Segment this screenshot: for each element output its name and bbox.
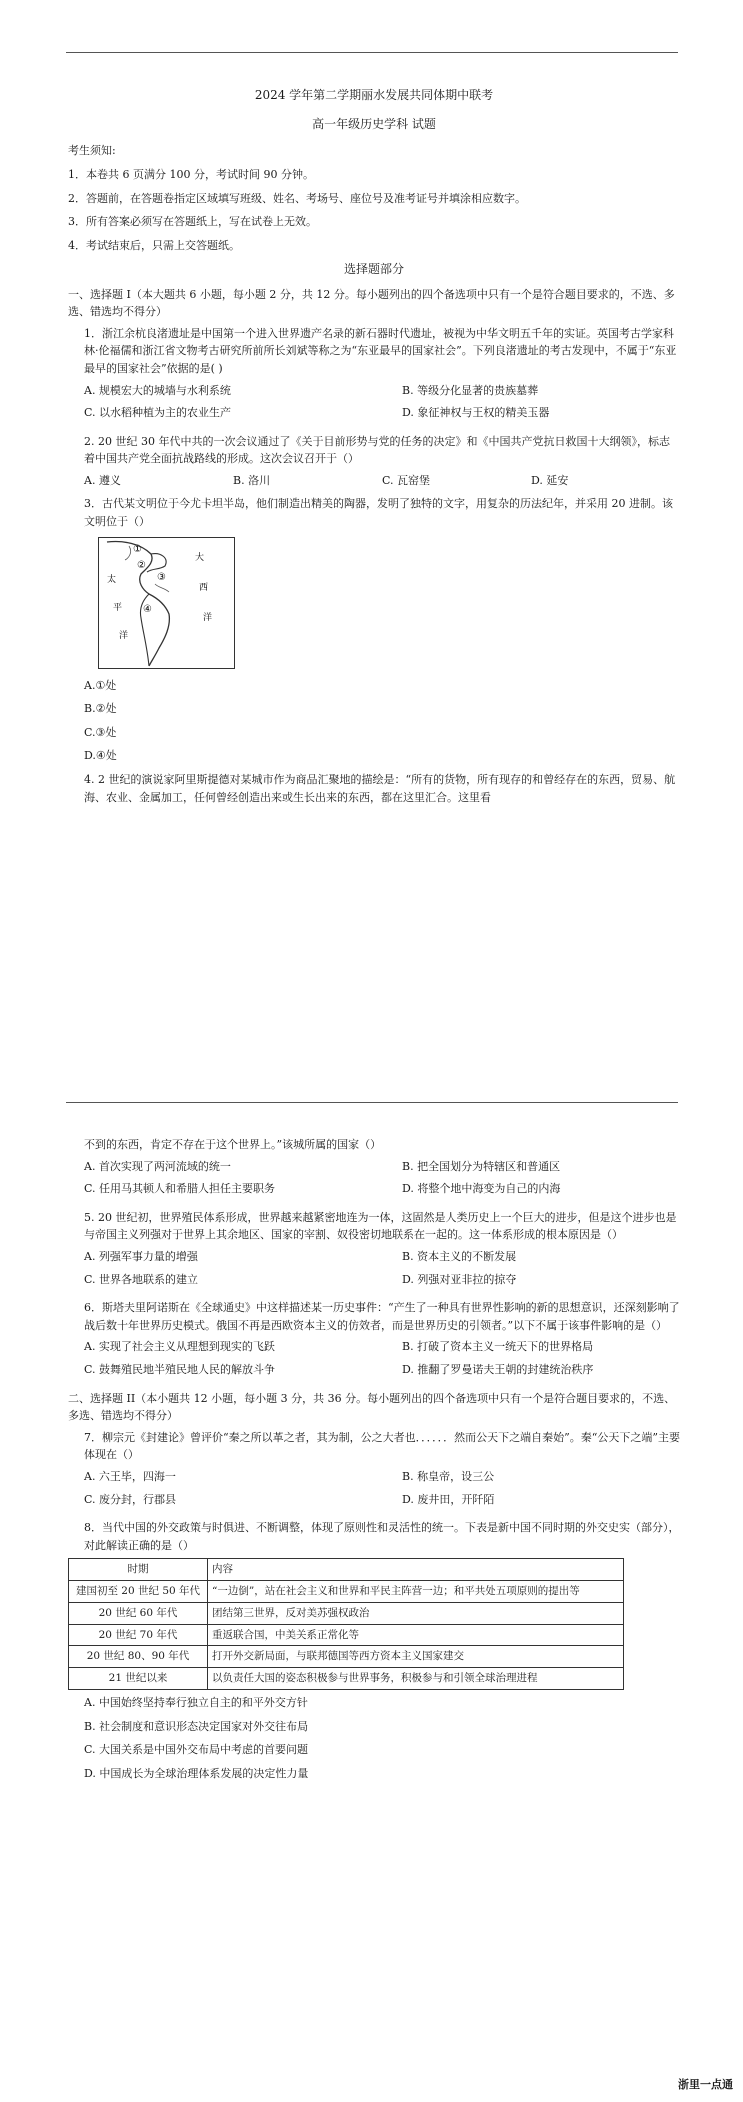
option-a: A.①处 — [84, 678, 117, 692]
option-d: D. 象征神权与王权的精美玉器 — [402, 406, 550, 420]
question-stem: 2. 20 世纪 30 年代中共的一次会议通过了《关于目前形势与党的任务的决定》和《中国共产党抗日救国十大纲领》，标志着中国共产党全面抗战路线的形成。这次会议召开于（） — [84, 434, 670, 466]
table-row — [69, 1668, 624, 1690]
table-cell-period: 20 世纪 80、90 年代 — [69, 1646, 208, 1668]
option-b: B. 等级分化显著的贵族墓葬 — [402, 383, 539, 397]
question-4-start — [68, 771, 680, 806]
map-label: 洋 — [119, 630, 129, 641]
option-b: B. 称皇帝，设三公 — [402, 1469, 495, 1483]
foreign-policy-table — [68, 1558, 624, 1690]
option-b: B. 洛川 — [233, 473, 271, 487]
map-label: 洋 — [203, 612, 213, 623]
question-stem: 7．柳宗元《封建论》曾评价“秦之所以革之者，其为制，公之大者也．．．．．．然而公天下之端自秦始”。秦“公天下之端”主要体现在（） — [84, 1430, 680, 1462]
map-marker: ④ — [143, 603, 152, 615]
table-cell-content: 打开外交新局面，与联邦德国等西方资本主义国家建交 — [208, 1646, 624, 1668]
option-c: C. 世界各地联系的建立 — [84, 1272, 199, 1286]
question-4-continued — [68, 1136, 680, 1203]
option-b: B. 打破了资本主义一统天下的世界格局 — [402, 1340, 594, 1354]
table-cell-period: 21 世纪以来 — [69, 1668, 208, 1690]
notice-item: 1．本卷共 6 页满分 100 分，考试时间 90 分钟。 — [68, 167, 314, 181]
option-b: B. 社会制度和意识形态决定国家对外交往布局 — [84, 1719, 309, 1733]
option-c: C. 瓦窑堡 — [382, 473, 431, 487]
notice — [68, 142, 680, 254]
table-row — [69, 1624, 624, 1646]
option-c: C. 鼓舞殖民地半殖民地人民的解放斗争 — [84, 1362, 276, 1376]
option-d: D. 列强对亚非拉的掠夺 — [402, 1272, 517, 1286]
map-label: 西 — [199, 582, 209, 593]
footer-brand: 浙里一点通 — [678, 2078, 733, 2091]
question-stem: 5. 20 世纪初，世界殖民体系形成，世界越来越紧密地连为一体，这固然是人类历史上一个巨大的进步，但是这个进步也是与帝国主义列强对于世界上其余地区、国家的宰割、奴役密切地联系在一起的。这一体系形成的根本原因是（） — [84, 1210, 677, 1242]
page-2 — [68, 1136, 680, 1788]
question-2 — [68, 433, 680, 490]
table-cell-period: 建国初至 20 世纪 50 年代 — [69, 1581, 208, 1603]
map-label: 大 — [195, 552, 205, 563]
page-1 — [68, 86, 680, 810]
option-a: A. 中国始终坚持奉行独立自主的和平外交方针 — [84, 1696, 308, 1710]
option-d: D. 延安 — [531, 473, 569, 487]
notice-heading: 考生须知: — [68, 144, 116, 158]
question-stem: 1．浙江余杭良渚遗址是中国第一个进入世界遗产名录的新石器时代遗址，被视为中华文明五千年的实证。英国考古学家科林·伦福儒和浙江省文物考古研究所前所长刘斌等称之为“东亚最早的国家社会”。下列良渚遗址的考古发现中，不属于“东亚最早的国家社会”依据的是( ) — [84, 326, 677, 375]
table-row — [69, 1581, 624, 1603]
americas-map — [98, 537, 235, 669]
option-d: D. 废井田，开阡陌 — [402, 1492, 495, 1506]
exam-subtitle: 高一年级历史学科 试题 — [312, 117, 436, 132]
question-stem: 8．当代中国的外交政策与时俱进、不断调整，体现了原则性和灵活性的统一。下表是新中国不同时期的外交史实（部分），对此解读正确的是（） — [84, 1521, 680, 1552]
question-7 — [68, 1429, 680, 1513]
option-b: B. 资本主义的不断发展 — [402, 1249, 517, 1263]
exam-title: 2024 学年第二学期丽水发展共同体期中联考 — [254, 88, 494, 102]
option-c: C. 大国关系是中国外交布局中考虑的首要问题 — [84, 1743, 309, 1757]
section-title: 选择题部分 — [343, 262, 404, 277]
option-d: D. 推翻了罗曼诺夫王朝的封建统治秩序 — [402, 1362, 594, 1376]
option-d: D.④处 — [84, 749, 117, 763]
notice-item: 3．所有答案必须写在答题纸上，写在试卷上无效。 — [68, 215, 317, 229]
option-c: C. 任用马其顿人和希腊人担任主要职务 — [84, 1182, 276, 1196]
table-header-row — [69, 1559, 624, 1581]
map-marker: ③ — [157, 571, 166, 583]
map-label: 太 — [107, 574, 117, 585]
question-stem: 3．古代某文明位于今尤卡坦半岛，他们制造出精美的陶器，发明了独特的文字，用复杂的历法纪年，并采用 20 进制。该文明位于（） — [84, 497, 673, 529]
table-cell-content: 以负责任大国的姿态积极参与世界事务，积极参与和引领全球治理进程 — [208, 1668, 624, 1690]
map-figure — [99, 538, 234, 668]
option-d: D. 将整个地中海变为自己的内海 — [402, 1182, 561, 1196]
option-c: C. 以水稻种植为主的农业生产 — [84, 406, 232, 420]
table-row — [69, 1602, 624, 1624]
table-cell-content: “一边倒”，站在社会主义和世界和平民主阵营一边；和平共处五项原则的提出等 — [208, 1581, 624, 1603]
map-marker: ② — [137, 559, 146, 571]
map-label: 平 — [113, 602, 123, 613]
option-c: C.③处 — [84, 725, 117, 739]
part1-heading: 一、选择题 I（本大题共 6 小题，每小题 2 分，共 12 分。每小题列出的四个备选项中只有一个是符合题目要求的，不选、多选、错选均不得分） — [68, 287, 675, 319]
table-row — [69, 1646, 624, 1668]
part2-heading: 二、选择题 II（本小题共 12 小题，每小题 3 分，共 36 分。每小题列出的四个备选项中只有一个是符合题目要求的，不选、多选、错选均不得分） — [68, 1391, 676, 1423]
page-break-rule — [66, 1102, 678, 1103]
option-a: A. 规模宏大的城墙与水利系统 — [84, 383, 231, 397]
option-a: A. 遵义 — [84, 473, 121, 487]
question-5 — [68, 1209, 680, 1293]
table-cell-period: 20 世纪 60 年代 — [69, 1602, 208, 1624]
question-stem: 4. 2 世纪的演说家阿里斯提德对某城市作为商品汇聚地的描绘是：“所有的货物，所有现存的和曾经存在的东西，贸易、航海、农业、金属加工，任何曾经创造出来或生长出来的东西，都在这里汇合。这里看 — [84, 773, 676, 804]
option-b: B.②处 — [84, 702, 117, 716]
table-header: 内容 — [208, 1559, 624, 1581]
table-cell-content: 重返联合国，中美关系正常化等 — [208, 1624, 624, 1646]
notice-item: 4．考试结束后，只需上交答题纸。 — [68, 238, 240, 252]
notice-item: 2．答题前，在答题卷指定区域填写班级、姓名、考场号、座位号及准考证号并填涂相应数字。 — [68, 191, 526, 205]
question-1 — [68, 325, 680, 427]
question-3 — [68, 495, 680, 765]
option-a: A. 实现了社会主义从理想到现实的飞跃 — [84, 1340, 275, 1354]
top-rule — [66, 52, 678, 53]
option-a: A. 六王毕，四海一 — [84, 1469, 176, 1483]
question-stem: 6．斯塔夫里阿诺斯在《全球通史》中这样描述某一历史事件：“产生了一种具有世界性影响的新的思想意识，还深刻影响了战后数十年世界历史模式。俄国不再是西欧资本主义的仿效者，而是世界历史的引领者。”以下不属于该事件影响的是（） — [84, 1301, 680, 1332]
question-6 — [68, 1299, 680, 1383]
option-a: A. 列强军事力量的增强 — [84, 1249, 198, 1263]
table-cell-content: 团结第三世界，反对美苏强权政治 — [208, 1602, 624, 1624]
question-stem: 不到的东西，肯定不存在于这个世界上。”该城所属的国家（） — [84, 1138, 382, 1151]
question-8 — [68, 1519, 680, 1782]
option-c: C. 废分封，行郡县 — [84, 1492, 177, 1506]
map-marker: ① — [133, 543, 142, 555]
option-a: A. 首次实现了两河流域的统一 — [84, 1159, 231, 1173]
option-b: B. 把全国划分为特辖区和普通区 — [402, 1159, 561, 1173]
option-d: D. 中国成长为全球治理体系发展的决定性力量 — [84, 1766, 309, 1780]
table-header: 时期 — [69, 1559, 208, 1581]
table-cell-period: 20 世纪 70 年代 — [69, 1624, 208, 1646]
